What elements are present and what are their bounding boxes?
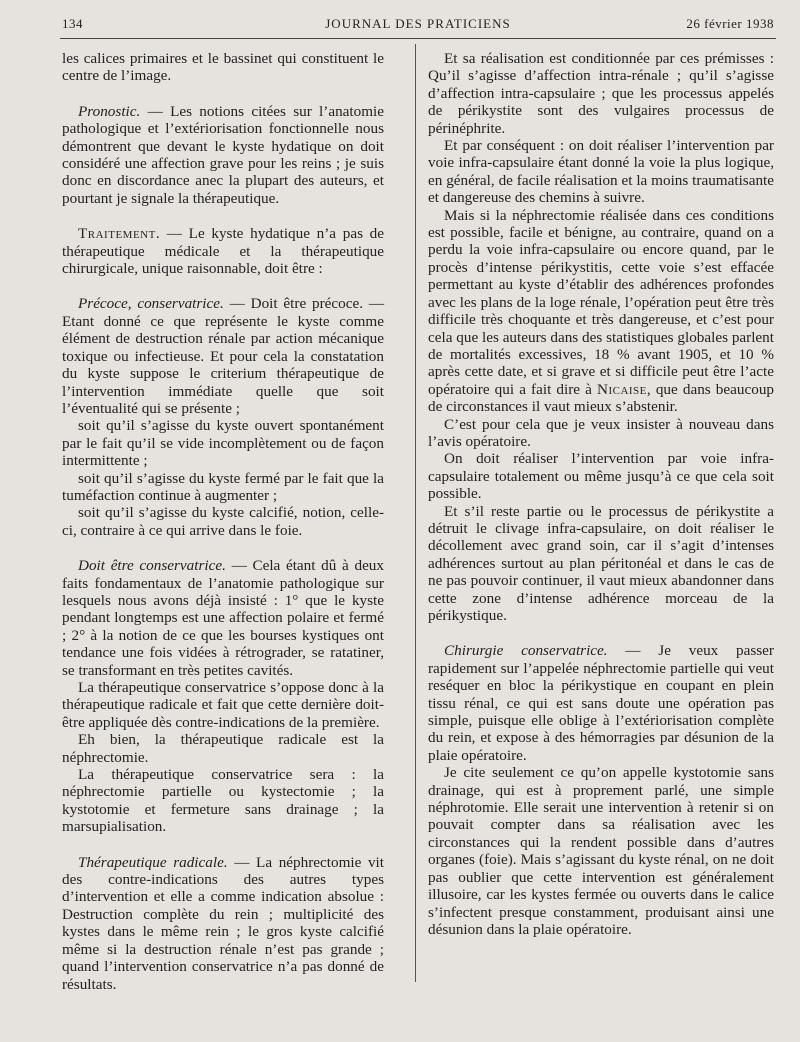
paragraph: soit qu’il s’agisse du kyste ouvert spontanément par le fait qu’il se vide incomplètement ou de façon intermittente ; bbox=[62, 417, 384, 470]
paragraph-text: — Les notions citées sur l’anatomie pathologique et l’extériorisation fonctionnelle nous démontrent que devant le kyste hydatique on doit considéré une affection grave pour les reins ; je suis donc en discordance anec la plupart des auteurs, et pourtant je signale la thérapeutique. bbox=[62, 102, 384, 207]
paragraph-precoce bbox=[62, 295, 384, 417]
left-column bbox=[62, 50, 384, 993]
paragraph: Je cite seulement ce qu’on appelle kystotomie sans drainage, qui est à proprement parlé, une simple néphrotomie. Elle serait une intervention à retenir si on pouvait compter dans sa réalisation avec les circonstances qui la rendent possible dans d’autres organes (foie). Mais s’agissant du kyste rénal, on ne doit pas oublier que cette intervention est généralement illusoire, car les kystes fermée ou ouverts dans le calice s’infectent presque constamment, produisant ainsi une désunion dans la plaie opératoire. bbox=[428, 764, 774, 938]
paragraph-text: — Doit être précoce. — Etant donné ce que représente le kyste comme élément de destruction rénale par action mécanique toxique ou infectieuse. Et pour cela la constatation du kyste suppose le criterium thérapeutique de l’intervention immédiate quelle que soit l’éventualité qui se présente ; bbox=[62, 295, 385, 417]
paragraph: La thérapeutique conservatrice sera : la néphrectomie partielle ou kystectomie ; la kystotomie et fermeture sans drainage ; la marsupialisation. bbox=[62, 766, 384, 836]
section-label: Doit être conservatrice. bbox=[78, 557, 226, 575]
paragraph-text: — La néphrectomie vit des contre-indications des autres types d’intervention et elle a comme indication absolue : Destruction complète du rein ; multiplicité des kystes dans le même rein ; le gros kyste calcifié même si la destruction rénale n’est pas grande ; quand l’intervention conservatrice n’a pas donné de résultats. bbox=[62, 853, 384, 993]
paragraph-doit-etre bbox=[62, 557, 384, 679]
paragraph: soit qu’il s’agisse du kyste calcifié, notion, celle-ci, contraire à ce qui arrive dans le foie. bbox=[62, 504, 384, 539]
paragraph-text: — Le kyste hydatique n’a pas de thérapeutique médicale et la thérapeutique chirurgicale, unique raisonnable, doit être : bbox=[62, 225, 384, 278]
paragraph-pronostic bbox=[62, 103, 384, 207]
paragraph: C’est pour cela que je veux insister à nouveau dans l’avis opératoire. bbox=[428, 415, 774, 450]
paragraph: Et s’il reste partie ou le processus de périkystite a détruit le clivage infra-capsulaire, on doit réaliser le décollement avec grand soin, car il s’agit d’intenses adhérences surtout au plan péritonéal et dans le cas de ne pas pouvoir continuer, il vaut mieux abandonner dans cette zone d’intense adhérence morceau de la périkystique. bbox=[428, 502, 774, 624]
paragraph-text: — Cela étant dû à deux faits fondamentaux de l’anatomie pathologique sur lesquels nous avons déjà insisté : 1° que le kyste pendant longtemps est une affection polaire et fermé ; 2° à la notion de ce que les bourses kystiques ont tendance une fois vidées à rétrograder, se ratatiner, se transformant en très petites cavités. bbox=[62, 557, 384, 679]
paragraph: On doit réaliser l’intervention par voie infra-capsulaire totalement ou même jusqu’à ce que cela soit possible. bbox=[428, 450, 774, 503]
column-divider bbox=[415, 44, 416, 982]
paragraph-text: , que dans beaucoup de circonstances il vaut mieux s’abstenir. bbox=[428, 380, 775, 416]
section-label: Traitement. bbox=[78, 225, 161, 243]
paragraph: soit qu’il s’agisse du kyste fermé par le fait que la tuméfaction continue à augmenter ; bbox=[62, 469, 384, 504]
paragraph: Et par conséquent : on doit réaliser l’intervention par voie infra-capsulaire étant donné la voie la plus logique, en général, de facile réalisation et la moins traumatisante et dangereuse des chemins à suivre. bbox=[428, 137, 774, 207]
paragraph-nicaise bbox=[428, 207, 774, 416]
section-label: Précoce, conservatrice. bbox=[78, 295, 224, 313]
author-name: Nicaise bbox=[596, 380, 647, 398]
journal-title: JOURNAL DES PRATICIENS bbox=[325, 16, 511, 31]
paragraph-text: — Je veux passer rapidement sur l’appelée néphrectomie partielle qui veut reséquer en bloc la périkystique en coupant en plein tissu rénal, ce qui est sans doute une opération pas simple, puisque elle oblige à l’extériorisation complète du rein, et expose à des hémorragies par désunion de la plaie opératoire. bbox=[428, 642, 774, 764]
paragraph-traitement bbox=[62, 225, 384, 277]
section-label: Chirurgie conservatrice. bbox=[444, 642, 608, 660]
running-header bbox=[62, 14, 774, 36]
page-number: 134 bbox=[62, 16, 83, 31]
paragraph-chirurgie bbox=[428, 642, 774, 764]
section-label: Pronostic. bbox=[78, 102, 141, 120]
paragraph: Eh bien, la thérapeutique radicale est la néphrectomie. bbox=[62, 731, 384, 766]
header-rule bbox=[60, 38, 776, 39]
paragraph: La thérapeutique conservatrice s’oppose donc à la thérapeutique radicale et fait que cette dernière doit-être appliquée dès contre-indications de la première. bbox=[62, 679, 384, 731]
paragraph: les calices primaires et le bassinet qui constituent le centre de l’image. bbox=[62, 50, 384, 85]
issue-date: 26 février 1938 bbox=[686, 16, 774, 31]
paragraph: Et sa réalisation est conditionnée par ces prémisses : Qu’il s’agisse d’affection intra-rénale ; qu’il s’agisse d’affection intra-capsulaire ; que les processus appelés de périkystite sont des vulgaires processus de périnéphrite. bbox=[428, 50, 774, 137]
right-column bbox=[428, 50, 774, 938]
section-label: Thérapeutique radicale. bbox=[78, 853, 228, 871]
paragraph-text: Mais si la néphrectomie réalisée dans ces conditions est possible, facile et bénigne, au contraire, quand on a perdu la voie infra-capsulaire ou encore quand, par le procès d’intense périkystitis, cette voie s’est effacée permettant au kyste d’établir des adhérences profondes avec les plans de la loge rénale, l’opération peut être très difficile très choquante et très dangereuse, et c’est pour cela que les auteurs dans des statistiques globales parlent de mortalités excessives, 18 % avant 1905, et 10 % après cette date, et si grave et si difficile peut être l’acte opératoire qui a fait dire à bbox=[428, 206, 774, 398]
paragraph-radicale bbox=[62, 854, 384, 993]
